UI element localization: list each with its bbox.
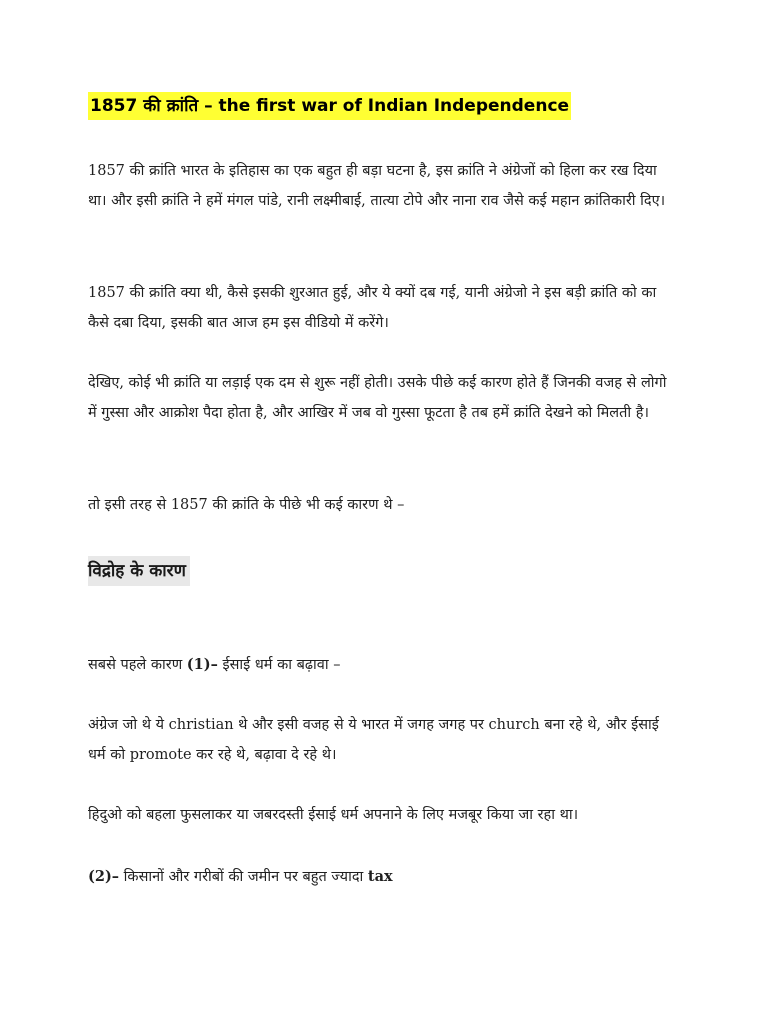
paragraph-causes-intro: देखिए, कोई भी क्रांति या लड़ाई एक दम से शुरू नहीं होती। उसके पीछे कई कारण होते हैं जिनकी वजह से लोगो में गुस्सा और आक्रोश पैदा होता है, और आखिर में जब वो गुस्सा फूटता है तब हमें क्रांति देखने को मिलती है। (88, 375, 667, 421)
cause-2-heading (88, 862, 676, 892)
document-title: 1857 की क्रांति – the first war of Indian Independence (88, 92, 571, 120)
paragraph-causes-lead: तो इसी तरह से 1857 की क्रांति के पीछे भी कई कारण थे – (88, 497, 405, 513)
cause-2-title: किसानों और गरीबों की जमीन पर बहुत ज्यादा (119, 869, 368, 885)
cause-2-tax: tax (367, 868, 393, 885)
cause-2-number: (2)– (88, 868, 120, 885)
paragraph-intro: 1857 की क्रांति भारत के इतिहास का एक बहुत ही बड़ा घटना है, इस क्रांति ने अंग्रेजों को हिला कर रख दिया था। और इसी क्रांति ने हमें मंगल पांडे, रानी लक्ष्मीबाई, तात्या टोपे और नाना राव जैसे कई महान क्रांतिकारी दिए। (88, 163, 666, 209)
cause-1-title: ईसाई धर्म का बढ़ावा – (217, 657, 341, 673)
paragraph-overview: 1857 की क्रांति क्या थी, कैसे इसकी शुरआत हुई, और ये क्यों दब गई, यानी अंग्रेजो ने इस बड़ी क्रांति को का कैसे दबा दिया, इसकी बात आज हम इस वीडियो में करेंगे। (88, 285, 657, 331)
cause-1-heading (88, 650, 676, 680)
cause-1-prefix: सबसे पहले कारण (88, 657, 187, 673)
paragraph-conversion: हिदुओ को बहला फुसलाकर या जबरदस्ती ईसाई धर्म अपनाने के लिए मजबूर किया जा रहा था। (88, 807, 579, 823)
section-heading-causes: विद्रोह के कारण (88, 556, 190, 586)
cause-1-number: (1)– (186, 656, 218, 673)
paragraph-christianity: अंग्रेज जो थे ये christian थे और इसी वजह से ये भारत में जगह जगह पर church बना रहे थे, और ईसाई धर्म को promote कर रहे थे, बढ़ावा दे रहे थे। (88, 717, 659, 763)
